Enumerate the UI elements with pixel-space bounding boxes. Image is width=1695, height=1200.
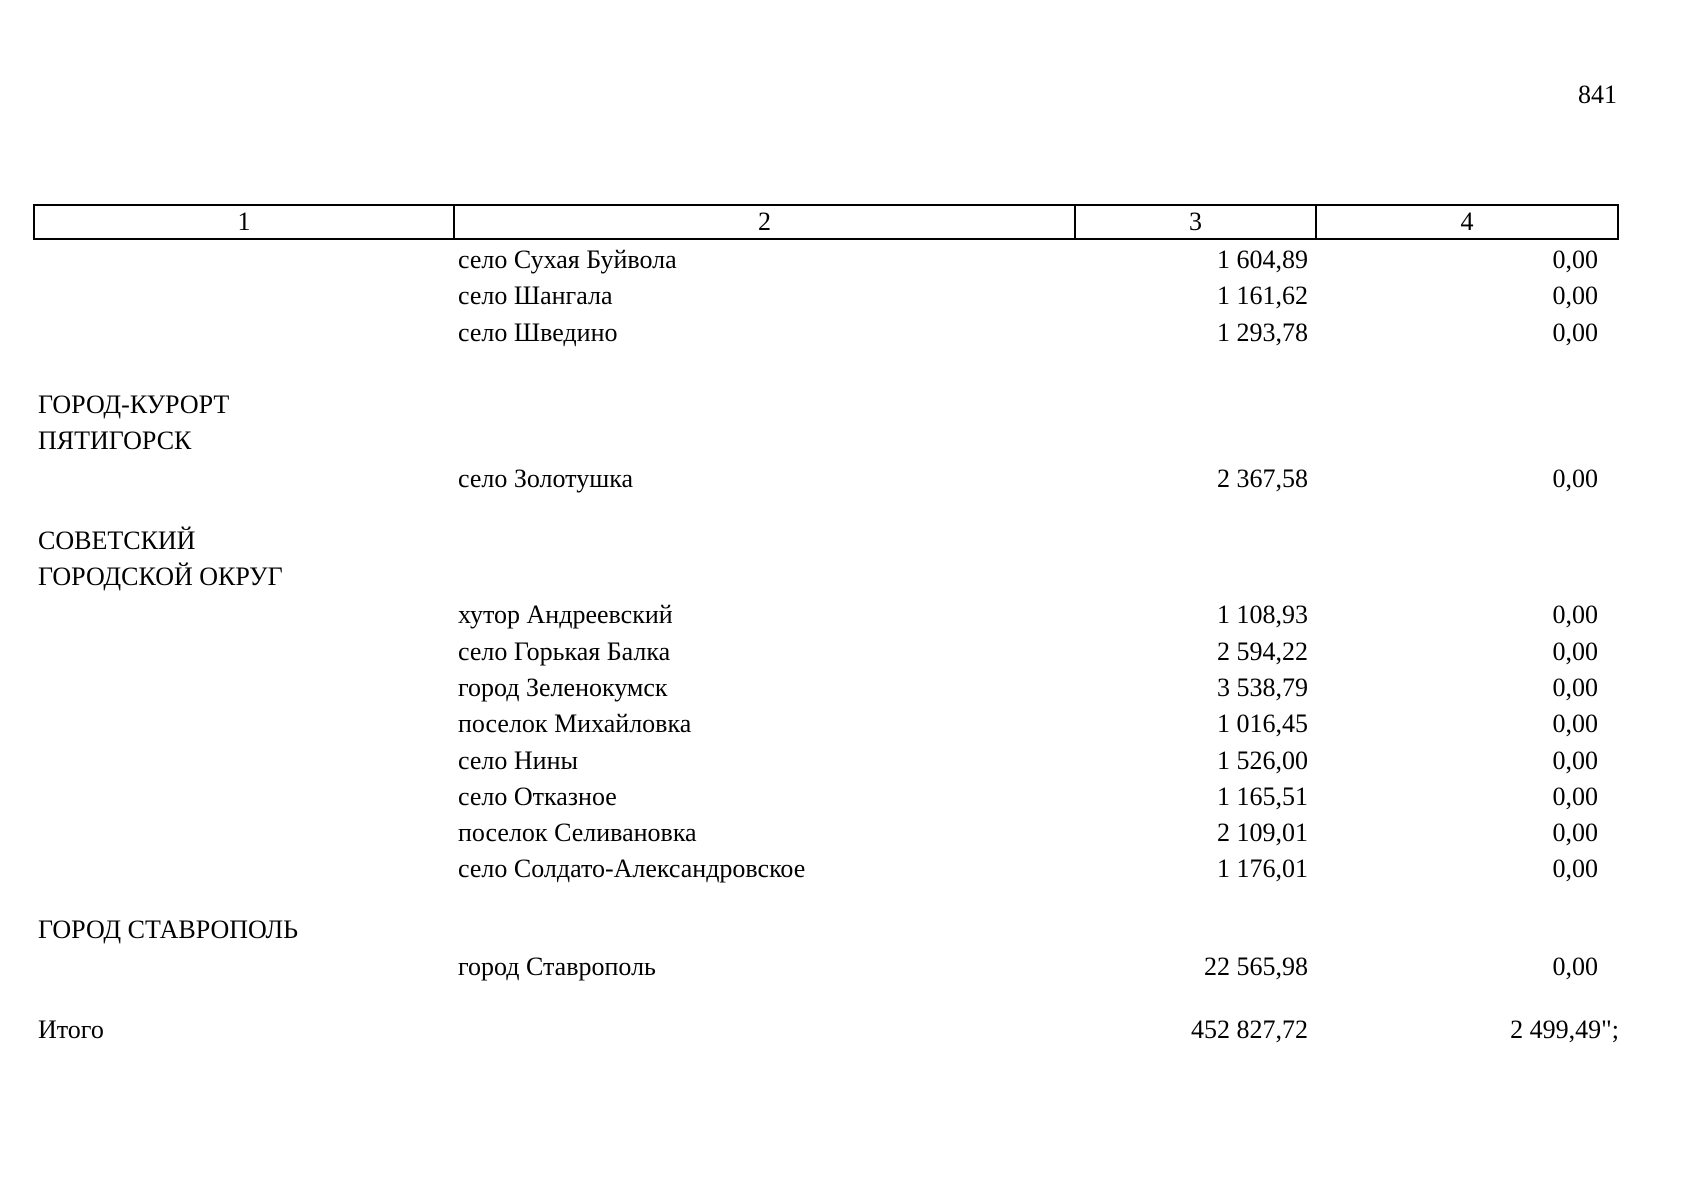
settlement-name: село Сухая Буйвола bbox=[458, 245, 677, 274]
value-col-3: 1 176,01 bbox=[1217, 854, 1308, 883]
value-col-4: 0,00 bbox=[1552, 746, 1598, 775]
table-row bbox=[0, 634, 1695, 670]
settlement-name: город Зеленокумск bbox=[458, 673, 668, 702]
settlement-name: село Шангала bbox=[458, 281, 613, 310]
value-col-3: 2 109,01 bbox=[1217, 818, 1308, 847]
header-col-2: 2 bbox=[453, 206, 1074, 238]
value-col-4: 0,00 bbox=[1552, 673, 1598, 702]
table-row bbox=[0, 670, 1695, 706]
settlement-name: село Солдато-Александровское bbox=[458, 854, 806, 883]
total-col-3: 452 827,72 bbox=[1191, 1015, 1308, 1044]
header-col-1: 1 bbox=[237, 207, 251, 236]
settlement-name: село Шведино bbox=[458, 318, 618, 347]
value-col-4: 0,00 bbox=[1552, 709, 1598, 738]
district-name-line2: ПЯТИГОРСК bbox=[38, 426, 192, 455]
district-name-line1: СОВЕТСКИЙ bbox=[38, 526, 196, 555]
settlement-name: село Нины bbox=[458, 746, 578, 775]
table-header bbox=[33, 204, 1619, 240]
value-col-3: 1 604,89 bbox=[1217, 245, 1308, 274]
value-col-4: 0,00 bbox=[1552, 782, 1598, 811]
table-row bbox=[0, 461, 1695, 497]
district-name-line1: ГОРОД-КУРОРТ bbox=[38, 390, 230, 419]
settlement-name: село Горькая Балка bbox=[458, 637, 671, 666]
table-row bbox=[0, 949, 1695, 985]
value-col-3: 2 367,58 bbox=[1217, 464, 1308, 493]
table-row bbox=[0, 315, 1695, 351]
settlement-name: хутор Андреевский bbox=[458, 600, 673, 629]
header-col-3: 3 bbox=[1074, 206, 1315, 238]
settlement-name: поселок Михайловка bbox=[458, 709, 692, 738]
total-col-4: 2 499,49"; bbox=[1510, 1015, 1619, 1044]
value-col-4: 0,00 bbox=[1552, 245, 1598, 274]
value-col-4: 0,00 bbox=[1552, 818, 1598, 847]
value-col-4: 0,00 bbox=[1552, 952, 1598, 981]
table-row bbox=[0, 743, 1695, 779]
table-row bbox=[0, 278, 1695, 314]
total-label: Итого bbox=[38, 1015, 104, 1044]
table-row bbox=[0, 706, 1695, 742]
district-name-line2: ГОРОДСКОЙ ОКРУГ bbox=[38, 562, 283, 591]
value-col-3: 1 293,78 bbox=[1217, 318, 1308, 347]
table-row bbox=[0, 242, 1695, 278]
value-col-3: 1 161,62 bbox=[1217, 281, 1308, 310]
settlement-name: город Ставрополь bbox=[458, 952, 656, 981]
value-col-3: 3 538,79 bbox=[1217, 673, 1308, 702]
settlement-name: поселок Селивановка bbox=[458, 818, 697, 847]
table-row bbox=[0, 851, 1695, 887]
district-name-line1: ГОРОД СТАВРОПОЛЬ bbox=[38, 915, 299, 944]
settlement-name: село Золотушка bbox=[458, 464, 634, 493]
value-col-4: 0,00 bbox=[1552, 600, 1598, 629]
value-col-3: 1 526,00 bbox=[1217, 746, 1308, 775]
value-col-4: 0,00 bbox=[1552, 281, 1598, 310]
value-col-3: 1 016,45 bbox=[1217, 709, 1308, 738]
value-col-4: 0,00 bbox=[1552, 637, 1598, 666]
value-col-3: 22 565,98 bbox=[1204, 952, 1308, 981]
table-row bbox=[0, 779, 1695, 815]
table-row bbox=[0, 815, 1695, 851]
value-col-3: 1 165,51 bbox=[1217, 782, 1308, 811]
total-row bbox=[0, 1012, 1695, 1048]
header-col-4: 4 bbox=[1315, 206, 1617, 238]
value-col-3: 1 108,93 bbox=[1217, 600, 1308, 629]
value-col-4: 0,00 bbox=[1552, 318, 1598, 347]
table-row bbox=[0, 597, 1695, 633]
value-col-4: 0,00 bbox=[1552, 854, 1598, 883]
value-col-3: 2 594,22 bbox=[1217, 637, 1308, 666]
value-col-4: 0,00 bbox=[1552, 464, 1598, 493]
page-number: 841 bbox=[1578, 80, 1617, 109]
settlement-name: село Отказное bbox=[458, 782, 617, 811]
